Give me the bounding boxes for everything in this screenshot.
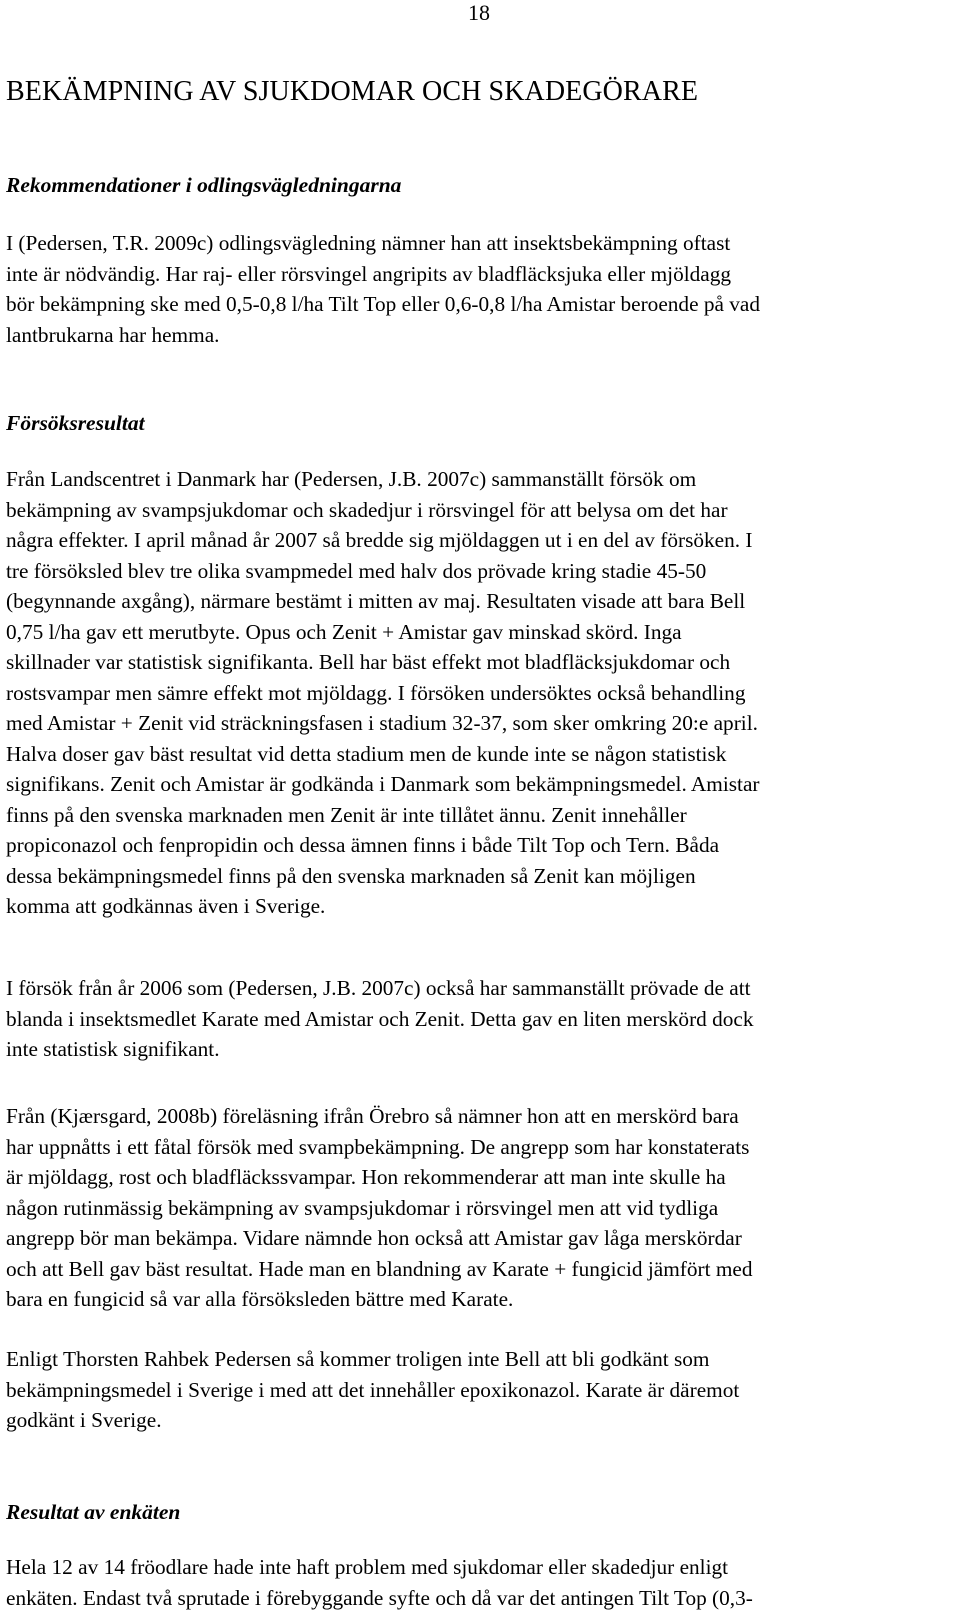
text-line: Halva doser gav bäst resultat vid detta stadium men de kunde inte se någon statistisk xyxy=(6,741,727,766)
text-line: skillnader var statistisk signifikanta. Bell har bäst effekt mot bladfläcksjukdomar och xyxy=(6,650,731,674)
text-line: signifikans. Zenit och Amistar är godkända i Danmark som bekämpningsmedel. Amistar xyxy=(6,772,760,796)
text-line: enkäten. Endast två sprutade i förebyggande syfte och då var det antingen Tilt Top (0,3- xyxy=(6,1585,753,1610)
heading-trial-results: Försöksresultat xyxy=(6,411,145,435)
paragraph-trial-results-3 xyxy=(6,1101,956,1315)
text-line: bekämpningsmedel i Sverige i med att det innehåller epoxikonazol. Karate är däremot xyxy=(6,1377,740,1402)
paragraph-trial-results-4 xyxy=(6,1344,956,1436)
text-line: och att Bell gav bäst resultat. Hade man en blandning av Karate + fungicid jämfört med xyxy=(6,1256,753,1281)
text-line: rostsvampar men sämre effekt mot mjöldagg. I försöken undersöktes också behandling xyxy=(6,680,746,705)
heading-recommendations: Rekommendationer i odlingsvägledningarna xyxy=(6,173,402,197)
text-line: 0,75 l/ha gav ett merutbyte. Opus och Zenit + Amistar gav minskad skörd. Inga xyxy=(6,619,682,644)
text-line: lantbrukarna har hemma. xyxy=(6,322,220,347)
heading-survey-results: Resultat av enkäten xyxy=(6,1500,181,1524)
text-line: bekämpning av svampsjukdomar och skadedjur i rörsvingel för att belysa om det har xyxy=(6,497,728,522)
text-line: några effekter. I april månad år 2007 så bredde sig mjöldaggen ut i en del av försöken. I xyxy=(6,528,753,552)
text-line: (begynnande axgång), närmare bestämt i mitten av maj. Resultaten visade att bara Bell xyxy=(6,589,746,613)
text-line: bara en fungicid så var alla försöksleden bättre med Karate. xyxy=(6,1287,514,1311)
text-line: godkänt i Sverige. xyxy=(6,1408,162,1432)
text-line: blanda i insektsmedlet Karate med Amistar och Zenit. Detta gav en liten merskörd dock xyxy=(6,1006,754,1031)
paragraph-trial-results-1 xyxy=(6,464,956,922)
text-line: I (Pedersen, T.R. 2009c) odlingsvägledning nämner han att insektsbekämpning oftast xyxy=(6,231,731,255)
text-line: Från (Kjærsgard, 2008b) föreläsning ifrån Örebro så nämner hon att en merskörd bara xyxy=(6,1104,739,1128)
text-line: någon rutinmässig bekämpning av svampsjukdomar i rörsvingel men att vid tydliga xyxy=(6,1195,719,1220)
page-title: BEKÄMPNING AV SJUKDOMAR OCH SKADEGÖRARE xyxy=(6,76,699,107)
text-line: dessa bekämpningsmedel finns på den svenska marknaden så Zenit kan möjligen xyxy=(6,863,696,888)
paragraph-trial-results-2 xyxy=(6,973,956,1065)
text-line: angrepp bör man bekämpa. Vidare nämnde hon också att Amistar gav låga merskördar xyxy=(6,1226,742,1250)
text-line: komma att godkännas även i Sverige. xyxy=(6,894,326,918)
text-line: propiconazol och fenpropidin och dessa ämnen finns i både Tilt Top och Tern. Båda xyxy=(6,833,720,857)
paragraph-recommendations xyxy=(6,228,956,350)
text-line: har uppnåtts i ett fåtal försök med svampbekämpning. De angrepp som har konstaterats xyxy=(6,1134,750,1159)
text-line: Enligt Thorsten Rahbek Pedersen så kommer troligen inte Bell att bli godkänt som xyxy=(6,1347,710,1371)
text-line: I försök från år 2006 som (Pedersen, J.B. 2007c) också har sammanställt prövade de att xyxy=(6,976,751,1000)
text-line: inte är nödvändig. Har raj- eller rörsvingel angripits av bladfläcksjuka eller mjöldagg xyxy=(6,261,732,286)
text-line: är mjöldagg, rost och bladfläckssvampar. Hon rekommenderar att man inte skulle ha xyxy=(6,1165,726,1189)
text-line: med Amistar + Zenit vid sträckningsfasen i stadium 32-37, som sker omkring 20:e april. xyxy=(6,711,758,735)
text-line: inte statistisk signifikant. xyxy=(6,1037,220,1061)
text-line: finns på den svenska marknaden men Zenit är inte tillåtet ännu. Zenit innehåller xyxy=(6,802,687,827)
paragraph-survey-results xyxy=(6,1552,956,1613)
text-line: Från Landscentret i Danmark har (Pedersen, J.B. 2007c) sammanställt försök om xyxy=(6,467,697,491)
text-line: Hela 12 av 14 fröodlare hade inte haft problem med sjukdomar eller skadedjur enligt xyxy=(6,1555,729,1579)
page-number: 18 xyxy=(468,0,490,25)
text-line: bör bekämpning ske med 0,5-0,8 l/ha Tilt Top eller 0,6-0,8 l/ha Amistar beroende på vad xyxy=(6,292,761,316)
text-line: tre försöksled blev tre olika svampmedel med halv dos prövade kring stadie 45-50 xyxy=(6,558,707,583)
